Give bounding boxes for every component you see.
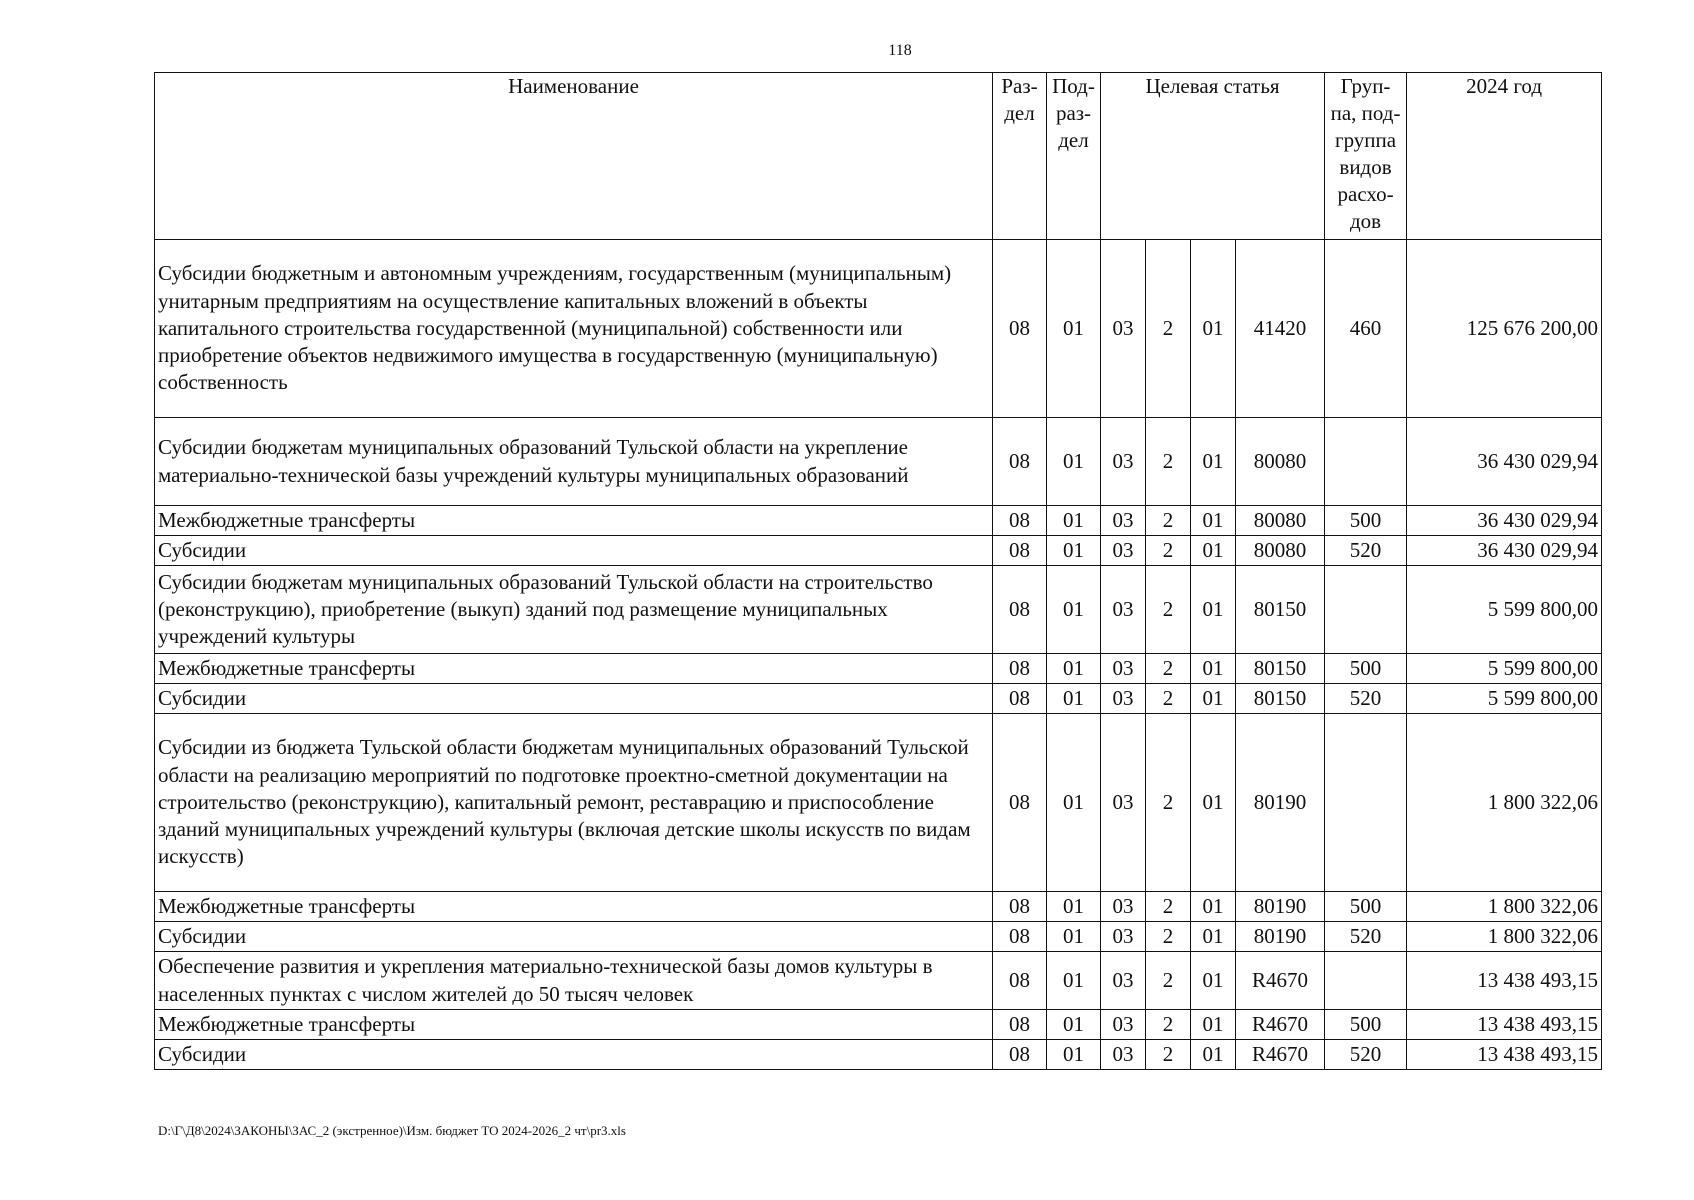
row-target-type: 2 — [1146, 536, 1191, 566]
row-subsection: 01 — [1047, 536, 1101, 566]
row-section: 08 — [993, 506, 1047, 536]
row-section: 08 — [993, 566, 1047, 654]
row-target-direction: 80190 — [1236, 714, 1325, 892]
row-target-program: 03 — [1101, 952, 1146, 1010]
row-expense-group: 500 — [1325, 892, 1407, 922]
table-row — [155, 1010, 1602, 1040]
row-name: Субсидии из бюджета Тульской области бюджетам муниципальных образований Тульской области на реализацию мероприятий по подготовке проектно-сметной документации на строительство (реконструкцию), капитальный ремонт, реставрацию и приспособление зданий муниципальных учреждений культуры (включая детские школы искусств по видам искусств) — [155, 714, 993, 892]
table-row — [155, 536, 1602, 566]
row-subsection: 01 — [1047, 952, 1101, 1010]
row-section: 08 — [993, 418, 1047, 506]
row-section: 08 — [993, 952, 1047, 1010]
table-row — [155, 1040, 1602, 1070]
row-name: Субсидии бюджетам муниципальных образований Тульской области на укрепление материально-технической базы учреждений культуры муниципальных образований — [155, 418, 993, 506]
header-subsection: Под- раз- дел — [1047, 73, 1101, 240]
row-target-subprogram: 01 — [1191, 1010, 1236, 1040]
row-name: Субсидии бюджетным и автономным учреждениям, государственным (муниципальным) унитарным предприятиям на осуществление капитальных вложений в объекты капитального строительства государственной (муниципальной) собственности или приобретение объектов недвижимого имущества в государственную (муниципальную) собственность — [155, 240, 993, 418]
row-section: 08 — [993, 892, 1047, 922]
header-group: Груп- па, под- группа видов расхо- дов — [1325, 73, 1407, 240]
row-target-subprogram: 01 — [1191, 240, 1236, 418]
header-name: Наименование — [155, 73, 993, 240]
row-section: 08 — [993, 1040, 1047, 1070]
table-row — [155, 892, 1602, 922]
row-section: 08 — [993, 684, 1047, 714]
row-target-program: 03 — [1101, 922, 1146, 952]
row-target-subprogram: 01 — [1191, 684, 1236, 714]
row-target-type: 2 — [1146, 892, 1191, 922]
row-name: Обеспечение развития и укрепления материально-технической базы домов культуры в населенных пунктах с числом жителей до 50 тысяч человек — [155, 952, 993, 1010]
table-row — [155, 506, 1602, 536]
row-target-program: 03 — [1101, 240, 1146, 418]
row-amount: 13 438 493,15 — [1407, 952, 1602, 1010]
row-target-subprogram: 01 — [1191, 1040, 1236, 1070]
row-target-program: 03 — [1101, 536, 1146, 566]
table-row — [155, 684, 1602, 714]
header-target: Целевая статья — [1101, 73, 1325, 240]
row-target-direction: R4670 — [1236, 1040, 1325, 1070]
row-target-direction: R4670 — [1236, 952, 1325, 1010]
row-target-direction: 80150 — [1236, 566, 1325, 654]
row-target-program: 03 — [1101, 1010, 1146, 1040]
row-section: 08 — [993, 1010, 1047, 1040]
row-target-direction: 80080 — [1236, 506, 1325, 536]
row-target-subprogram: 01 — [1191, 506, 1236, 536]
row-target-type: 2 — [1146, 922, 1191, 952]
row-amount: 1 800 322,06 — [1407, 892, 1602, 922]
row-target-type: 2 — [1146, 1040, 1191, 1070]
table-body — [155, 240, 1602, 1070]
table-row — [155, 418, 1602, 506]
row-section: 08 — [993, 536, 1047, 566]
row-expense-group — [1325, 566, 1407, 654]
header-row — [155, 73, 1602, 240]
row-amount: 13 438 493,15 — [1407, 1010, 1602, 1040]
row-name: Межбюджетные трансферты — [155, 506, 993, 536]
row-target-subprogram: 01 — [1191, 892, 1236, 922]
row-expense-group — [1325, 714, 1407, 892]
row-section: 08 — [993, 240, 1047, 418]
row-target-program: 03 — [1101, 506, 1146, 536]
row-amount: 5 599 800,00 — [1407, 566, 1602, 654]
row-target-program: 03 — [1101, 418, 1146, 506]
table-row — [155, 240, 1602, 418]
row-target-direction: R4670 — [1236, 1010, 1325, 1040]
table-row — [155, 952, 1602, 1010]
budget-table — [154, 72, 1602, 1070]
row-target-type: 2 — [1146, 240, 1191, 418]
row-name: Субсидии — [155, 536, 993, 566]
row-target-subprogram: 01 — [1191, 536, 1236, 566]
row-target-type: 2 — [1146, 952, 1191, 1010]
row-section: 08 — [993, 654, 1047, 684]
header-year: 2024 год — [1407, 73, 1602, 240]
row-target-subprogram: 01 — [1191, 418, 1236, 506]
row-amount: 5 599 800,00 — [1407, 654, 1602, 684]
row-expense-group: 520 — [1325, 536, 1407, 566]
row-expense-group: 520 — [1325, 684, 1407, 714]
row-subsection: 01 — [1047, 566, 1101, 654]
row-expense-group: 500 — [1325, 506, 1407, 536]
row-expense-group: 460 — [1325, 240, 1407, 418]
row-subsection: 01 — [1047, 892, 1101, 922]
table-row — [155, 566, 1602, 654]
row-name: Межбюджетные трансферты — [155, 892, 993, 922]
row-amount: 36 430 029,94 — [1407, 536, 1602, 566]
row-subsection: 01 — [1047, 1040, 1101, 1070]
row-target-program: 03 — [1101, 892, 1146, 922]
row-subsection: 01 — [1047, 418, 1101, 506]
row-target-direction: 80150 — [1236, 654, 1325, 684]
row-target-direction: 80080 — [1236, 536, 1325, 566]
footer-file-path: D:\Г\Д8\2024\ЗАКОНЫ\ЗАС_2 (экстренное)\Изм. бюджет ТО 2024-2026_2 чт\pr3.xls — [158, 1123, 626, 1138]
row-target-type: 2 — [1146, 418, 1191, 506]
row-subsection: 01 — [1047, 506, 1101, 536]
row-section: 08 — [993, 922, 1047, 952]
row-name: Субсидии — [155, 922, 993, 952]
row-target-subprogram: 01 — [1191, 922, 1236, 952]
row-target-program: 03 — [1101, 654, 1146, 684]
row-target-program: 03 — [1101, 684, 1146, 714]
row-target-type: 2 — [1146, 714, 1191, 892]
row-name: Субсидии — [155, 1040, 993, 1070]
row-amount: 36 430 029,94 — [1407, 418, 1602, 506]
row-section: 08 — [993, 714, 1047, 892]
page-number: 118 — [888, 42, 912, 59]
row-amount: 5 599 800,00 — [1407, 684, 1602, 714]
table-row — [155, 714, 1602, 892]
row-subsection: 01 — [1047, 1010, 1101, 1040]
row-subsection: 01 — [1047, 714, 1101, 892]
row-amount: 13 438 493,15 — [1407, 1040, 1602, 1070]
row-subsection: 01 — [1047, 240, 1101, 418]
row-target-subprogram: 01 — [1191, 714, 1236, 892]
row-name: Субсидии — [155, 684, 993, 714]
table-row — [155, 922, 1602, 952]
row-name: Межбюджетные трансферты — [155, 1010, 993, 1040]
row-subsection: 01 — [1047, 922, 1101, 952]
row-target-direction: 41420 — [1236, 240, 1325, 418]
row-expense-group: 500 — [1325, 1010, 1407, 1040]
row-target-type: 2 — [1146, 506, 1191, 536]
row-target-program: 03 — [1101, 714, 1146, 892]
row-target-type: 2 — [1146, 566, 1191, 654]
row-target-subprogram: 01 — [1191, 654, 1236, 684]
row-target-program: 03 — [1101, 566, 1146, 654]
header-section: Раз- дел — [993, 73, 1047, 240]
row-expense-group: 520 — [1325, 922, 1407, 952]
row-name: Межбюджетные трансферты — [155, 654, 993, 684]
row-target-type: 2 — [1146, 1010, 1191, 1040]
row-target-type: 2 — [1146, 654, 1191, 684]
row-subsection: 01 — [1047, 684, 1101, 714]
table-row — [155, 654, 1602, 684]
row-target-subprogram: 01 — [1191, 952, 1236, 1010]
row-target-direction: 80190 — [1236, 892, 1325, 922]
row-subsection: 01 — [1047, 654, 1101, 684]
row-name: Субсидии бюджетам муниципальных образований Тульской области на строительство (реконструкцию), приобретение (выкуп) зданий под размещение муниципальных учреждений культуры — [155, 566, 993, 654]
row-expense-group: 520 — [1325, 1040, 1407, 1070]
row-amount: 36 430 029,94 — [1407, 506, 1602, 536]
row-expense-group — [1325, 952, 1407, 1010]
row-amount: 1 800 322,06 — [1407, 922, 1602, 952]
row-target-program: 03 — [1101, 1040, 1146, 1070]
row-target-type: 2 — [1146, 684, 1191, 714]
row-expense-group: 500 — [1325, 654, 1407, 684]
row-amount: 1 800 322,06 — [1407, 714, 1602, 892]
row-expense-group — [1325, 418, 1407, 506]
row-target-direction: 80150 — [1236, 684, 1325, 714]
row-target-subprogram: 01 — [1191, 566, 1236, 654]
row-target-direction: 80190 — [1236, 922, 1325, 952]
row-target-direction: 80080 — [1236, 418, 1325, 506]
row-amount: 125 676 200,00 — [1407, 240, 1602, 418]
